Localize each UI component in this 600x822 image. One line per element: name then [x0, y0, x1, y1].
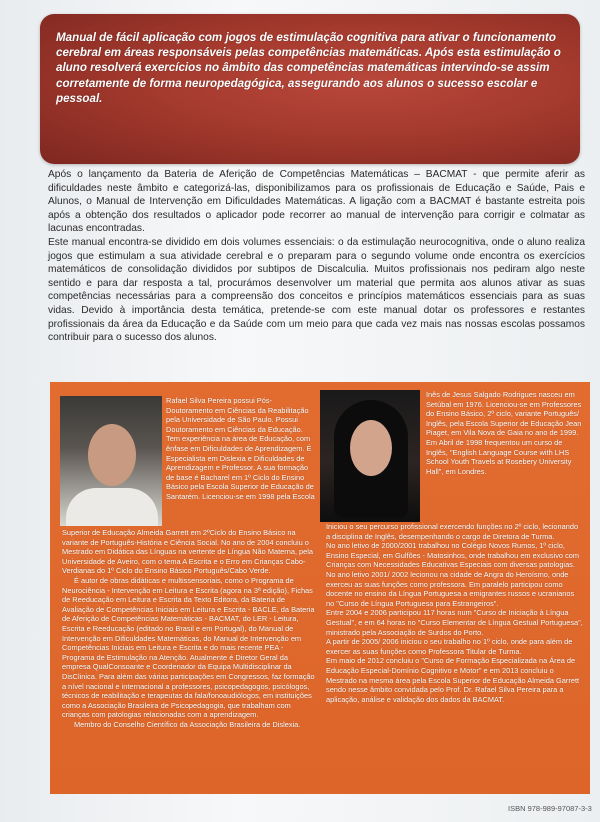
description-text: [48, 168, 585, 345]
summary-banner: [40, 14, 580, 164]
author-1-bio-paragraph-2: É autor de obras didáticas e multissensoriais, como o Programa de Neurociência - Intervenção em Leitura e Escrita (agora na 3ª edição), Fichas de Reeducação em Leitura e Escrita da Texto Editora, da Bateria de Avaliação de Competências Iniciais em Leitura e Escrita - BACLE, da Bateria de Aferição de Competências Matemáticas - BACMAT, do LER - Leitura, Escrita e Reeducação (editado no Brasil e em Portugal), do Manual de Intervenção em Dificuldades Matemáticas, do Manual de Intervenção em Competências Iniciais em Leitura e Escrita e do mais recente PEA - Programa de Estimulação na Atenção. Atualmente é Diretor Geral da empresa QualConsoante e Coordenador da Equipa Multidisciplinar da DisClinica. Para além das várias participações em Congressos, faz formação a nível nacional e internacional a professores, psicopedagogos, psicólogos, técnicos de reabilitação e terapeutas da fala/fonoaudiólogos, em instituições como a Associação Brasileira de Psicopedagogia, que trabalham com crianças com patologias relacionadas com a aprendizagem.: [62, 575, 315, 720]
author-2-face-shape: [350, 420, 392, 476]
author-2-bio-paragraph-5: A partir de 2005/ 2006 iniciou o seu trabalho no 1º ciclo, onde para além de exercer as suas funções como Professora Titular de Turma.: [326, 637, 573, 656]
description-paragraph-2: Este manual encontra-se dividido em dois volumes essenciais: o da estimulação neurocognitiva, onde o aluno realiza jogos que estimulam a sua atividade cerebral e o preparam para o segundo volume onde encontra os exercícios matemáticos de consolidação divididos por subtipos de Discalculia. Muitos profissionais nos pediram algo neste sentido e para dar resposta a tal, procurámos desenvolver um material que permita aos alunos ativar as suas competências necessárias para a compreensão dos conceitos e princípios matemáticos essenciais para as suas vidas. Devido à importância desta temática, pretende-se com este manual dotar os professores e restantes profissionais da área da Educação e da Saúde com um meio para que cada vez mais nas nossas escolas possamos contribuir para o sucesso dos alunos.: [48, 236, 585, 344]
author-2-intro-text: Inês de Jesus Salgado Rodrigues nasceu em Setúbal em 1976. Licenciou-se em Professores do Ensino Básico, 2º ciclo, variante Português/ Inglês, pela Escola Superior de Educação Jean Piaget, em Vila Nova de Gaia no ano de 1999. Em Abril de 1998 frequentou um curso de Inglês, "English Language Course with LHS School Youth Travels at Rosebery University Hall", em Londres.: [426, 390, 582, 476]
author-1-photo: [60, 396, 162, 526]
author-1-bio: [62, 528, 316, 729]
banner-text: Manual de fácil aplicação com jogos de estimulação cognitiva para ativar o funcionamento cerebral em áreas responsáveis pelas competências matemáticas. Após esta estimulação o aluno resolverá exercícios no âmbito das competências matemáticas intervindo-se assim corretamente de forma neuropedagógica, assegurando aos alunos o sucesso escolar e pessoal.: [56, 31, 561, 105]
author-1-shirt-shape: [66, 488, 158, 526]
author-1-intro: [166, 396, 316, 502]
author-2-intro: [426, 390, 582, 476]
author-2-bio-paragraph-1: Iniciou o seu percurso profissional exercendo funções no 2º ciclo, lecionando a disciplina de Inglês, desempenhando o cargo de Diretora de Turma.: [326, 522, 579, 541]
author-1-face-shape: [88, 424, 136, 486]
author-2-bio-paragraph-4: Entre 2004 e 2006 participou 117 horas num "Curso de Iniciação à Língua Gestual", e em 64 horas no "Curso Elementar de Língua Gestual Portuguesa", ministrado pela Associação de Surdos do Porto.: [326, 608, 583, 637]
isbn-label: ISBN 978-989-97087-3-3: [508, 804, 592, 813]
author-1-intro-text: Rafael Silva Pereira possui Pós-Doutoramento em Ciências da Reabilitação pela Universidade de São Paulo. Possui Doutoramento em Ciências da Educação. Tem experiência na área de Educação, com ênfase em Dificuldades de Aprendizagem. É Especialista em Dislexia e Dificuldades de Aprendizagem e Professor. A sua formação de base é Bacharel em 1º Ciclo do Ensino Básico pela Escola Superior de Educação de Santarém. Licenciou-se em 1998 pela Escola: [166, 396, 315, 501]
author-2-photo: [320, 390, 420, 522]
author-2-bio-paragraph-6: Em maio de 2012 concluiu o "Curso de Formação Especializada na Área de Educação Especial-Domínio Cognitivo e Motor" e em 2013 concluiu o Mestrado na mesma área pela Escola Superior de Educação Almeida Garrett sendo nesse âmbito convidada pelo Prof. Dr. Rafael Silva Pereira para a aplicação, análise e validação dos dados da BACMAT.: [326, 656, 580, 704]
author-1-bio-paragraph-3: Membro do Conselho Científico da Associação Brasileira de Dislexia.: [74, 719, 301, 729]
author-2-bio-paragraph-2: No ano letivo de 2000/2001 trabalhou no Colégio Novos Rumos, 1º ciclo, Ensino Especial, em Gulfões - Matosinhos, onde trabalhou em exclusivo com Crianças com Necessidades Educativas Especiais com diversas patologias.: [326, 541, 580, 570]
authors-panel: [50, 382, 590, 794]
author-2-bio-paragraph-3: No ano letivo 2001/ 2002 lecionou na cidade de Angra do Heroísmo, onde exerceu as suas funções como professora. Em paralelo participou como docente no ensino da Língua Portuguesa a emigrantes russos e ucranianos no "Curso de Língua Portuguesa para Estrangeiros".: [326, 569, 575, 608]
author-1-bio-paragraph-1: Superior de Educação Almeida Garrett em 2ºCiclo do Ensino Básico na variante de Português-História e Ciência Social. No ano de 2004 concluiu o Mestrado em Didática das Línguas na vertente de Língua Não Materna, pela Universidade de Aveiro, com o tema A Escrita e o Erro em Crianças Cabo-Verdianas do 1º Ciclo do Ensino Básico Português/Cabo Verde.: [62, 528, 314, 576]
description-paragraph-1: Após o lançamento da Bateria de Aferição de Competências Matemáticas – BACMAT - que permite aferir as dificuldades neste âmbito e categorizá-las, disponibilizamos para os profissionais de Educação e Saúde, Pais e Alunos, o Manual de Intervenção em Dificuldades Matemáticas. A ligação com a BACMAT é bastante estreita pois após a obtenção dos resultados o aplicador pode recorrer ao manual de intervenção para corrigir e colmatar as lacunas encontradas.: [48, 169, 585, 235]
author-2-bio: [326, 522, 584, 704]
